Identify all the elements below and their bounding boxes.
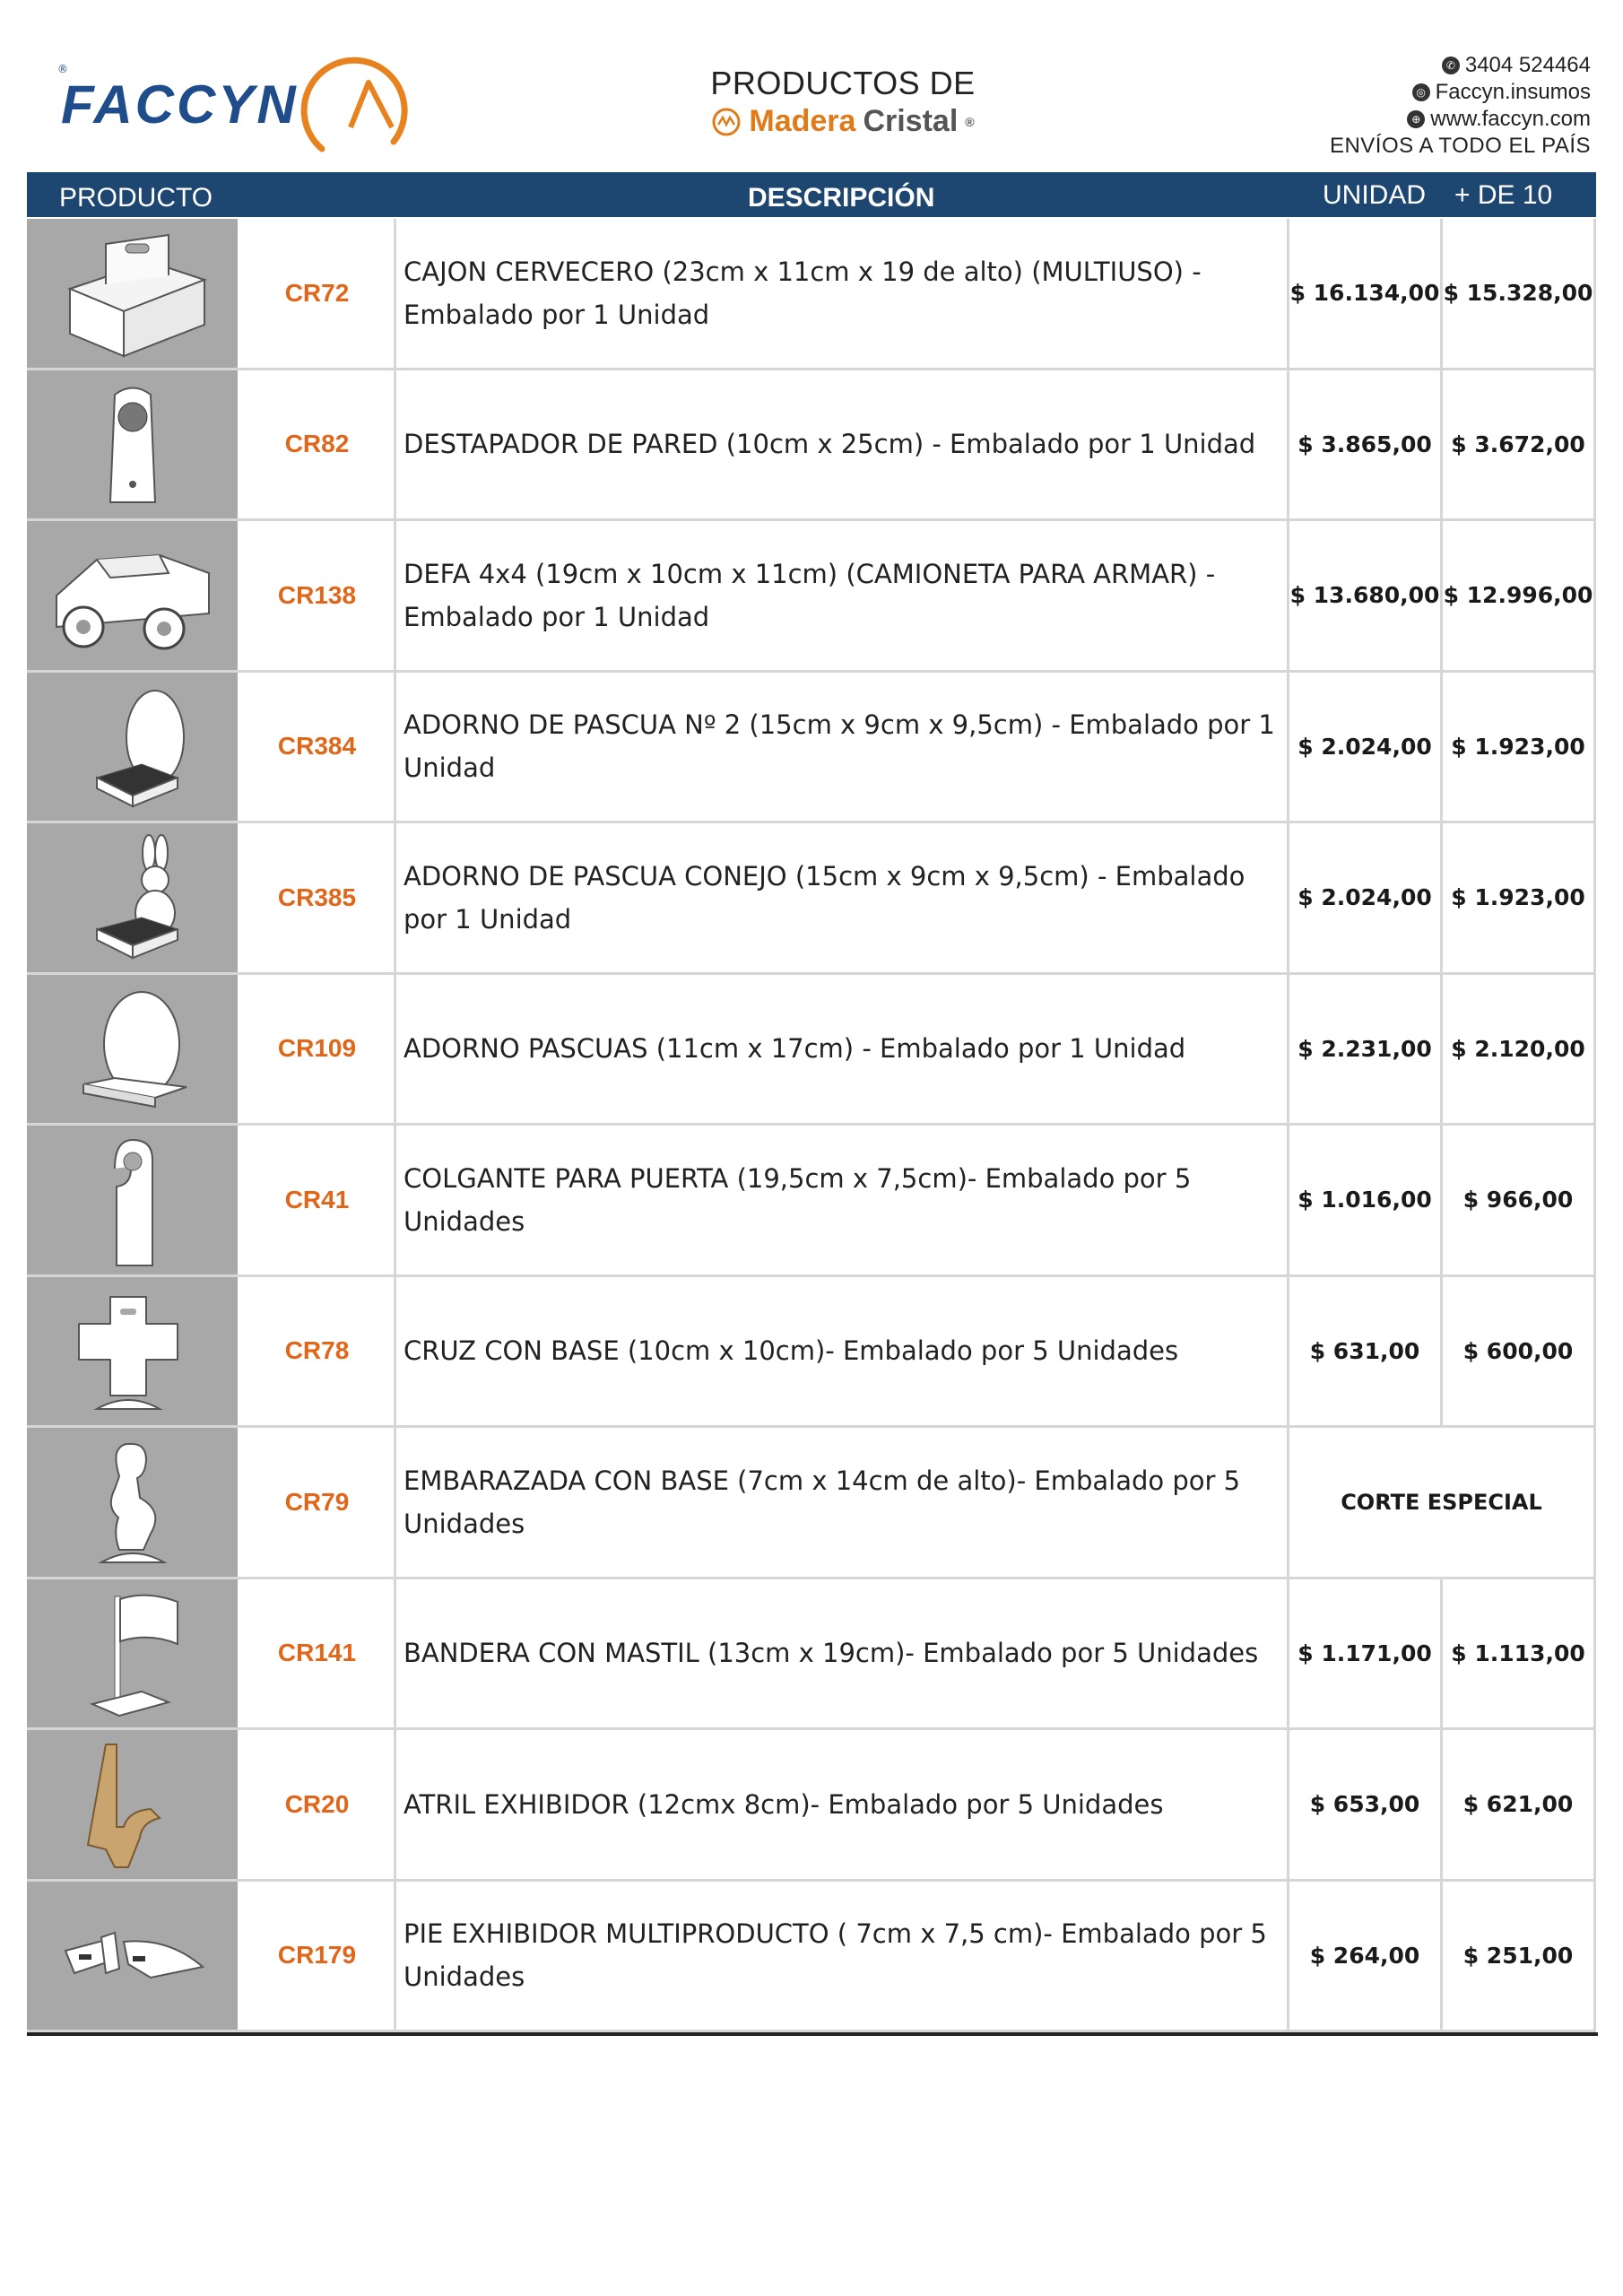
header-unit: UNIDAD	[1323, 180, 1427, 210]
madera-cristal-brand: Madera Cristal ®	[711, 104, 974, 139]
shipping-note: ENVÍOS A TODO EL PAÍS	[1329, 134, 1591, 158]
price-unit: $ 1.171,00	[1289, 1579, 1443, 1728]
contact-phone: 3404 524464	[1464, 53, 1591, 77]
price-unit: $ 653,00	[1289, 1730, 1443, 1879]
display-stand-icon	[43, 1888, 222, 2022]
opener-icon	[43, 377, 222, 511]
product-description: EMBARAZADA CON BASE (7cm x 14cm de alto)- Embalado por 5 Unidades	[396, 1428, 1289, 1577]
table-row	[27, 370, 1596, 522]
product-code: CR41	[240, 1126, 396, 1274]
instagram-icon: ◎	[1412, 83, 1430, 101]
price-plus-ten: $ 600,00	[1443, 1277, 1596, 1426]
crate-icon	[43, 226, 222, 361]
table-row	[27, 1126, 1596, 1277]
table-header	[27, 172, 1596, 217]
product-thumbnail	[27, 219, 240, 368]
product-thumbnail	[27, 823, 240, 972]
table-row	[27, 673, 1596, 824]
header-description: DESCRIPCIÓN	[748, 183, 935, 213]
price-unit: $ 2.024,00	[1289, 823, 1443, 972]
table-bottom-rule	[27, 2032, 1598, 2036]
product-description: PIE EXHIBIDOR MULTIPRODUCTO ( 7cm x 7,5 cm)- Embalado por 5 Unidades	[396, 1882, 1289, 2031]
price-plus-ten: $ 1.923,00	[1443, 823, 1596, 972]
table-row	[27, 975, 1596, 1126]
logo-arc-icon	[286, 52, 419, 160]
product-thumbnail	[27, 1579, 240, 1728]
catalog-title-line1: PRODUCTOS DE	[710, 65, 976, 101]
product-code: CR20	[240, 1730, 396, 1879]
product-code: CR141	[240, 1579, 396, 1728]
product-code: CR384	[240, 673, 396, 822]
product-description: ADORNO DE PASCUA Nº 2 (15cm x 9cm x 9,5cm) - Embalado por 1 Unidad	[396, 673, 1289, 822]
price-unit: $ 2.231,00	[1289, 975, 1443, 1124]
contact-instagram: Faccyn.insumos	[1435, 80, 1591, 104]
contact-block	[1330, 52, 1591, 160]
table-row	[27, 1730, 1596, 1882]
product-code: CR385	[240, 823, 396, 972]
product-code: CR109	[240, 975, 396, 1124]
product-thumbnail	[27, 975, 240, 1124]
table-row	[27, 1579, 1596, 1731]
table-row	[27, 1428, 1596, 1579]
brand-name: FACCYN	[61, 74, 299, 135]
product-table	[27, 219, 1596, 2032]
price-plus-ten: $ 2.120,00	[1443, 975, 1596, 1124]
truck-icon	[43, 528, 222, 663]
product-thumbnail	[27, 1126, 240, 1274]
pregnant-silhouette-icon	[43, 1435, 222, 1570]
price-plus-ten: $ 251,00	[1443, 1882, 1596, 2031]
table-row	[27, 1882, 1596, 2033]
egg-box-icon	[43, 679, 222, 813]
globe-icon: ⊕	[1407, 110, 1425, 128]
price-plus-ten: $ 1.923,00	[1443, 673, 1596, 822]
madera-cristal-icon	[711, 107, 742, 137]
madera-label: Madera	[749, 104, 856, 138]
cristal-label: Cristal	[863, 104, 959, 138]
product-description: ADORNO DE PASCUA CONEJO (15cm x 9cm x 9,5cm) - Embalado por 1 Unidad	[396, 823, 1289, 972]
product-description: DEFA 4x4 (19cm x 10cm x 11cm) (CAMIONETA PARA ARMAR) - Embalado por 1 Unidad	[396, 521, 1289, 670]
product-description: ATRIL EXHIBIDOR (12cmx 8cm)- Embalado por 5 Unidades	[396, 1730, 1289, 1879]
product-description: CAJON CERVECERO (23cm x 11cm x 19 de alto) (MULTIUSO) - Embalado por 1 Unidad	[396, 219, 1289, 368]
table-row	[27, 521, 1596, 673]
price-unit: $ 631,00	[1289, 1277, 1443, 1426]
product-code: CR72	[240, 219, 396, 368]
product-thumbnail	[27, 1882, 240, 2031]
bunny-box-icon	[43, 831, 222, 965]
whatsapp-icon: ✆	[1442, 57, 1460, 74]
product-description: CRUZ CON BASE (10cm x 10cm)- Embalado por 5 Unidades	[396, 1277, 1289, 1426]
product-description: COLGANTE PARA PUERTA (19,5cm x 7,5cm)- Embalado por 5 Unidades	[396, 1126, 1289, 1274]
product-thumbnail	[27, 1277, 240, 1426]
product-description: DESTAPADOR DE PARED (10cm x 25cm) - Embalado por 1 Unidad	[396, 370, 1289, 519]
header-product: PRODUCTO	[59, 183, 213, 213]
price-unit: $ 16.134,00	[1289, 219, 1443, 368]
table-row	[27, 823, 1596, 975]
product-thumbnail	[27, 370, 240, 519]
price-plus-ten: $ 15.328,00	[1443, 219, 1596, 368]
price-unit: $ 1.016,00	[1289, 1126, 1443, 1274]
price-unit: $ 13.680,00	[1289, 521, 1443, 670]
catalog-title	[628, 65, 1058, 141]
header-plus-ten: + DE 10	[1454, 180, 1553, 210]
product-code: CR78	[240, 1277, 396, 1426]
cross-icon	[43, 1283, 222, 1418]
price-plus-ten: $ 3.672,00	[1443, 370, 1596, 519]
product-code: CR79	[240, 1428, 396, 1577]
price-unit: $ 2.024,00	[1289, 673, 1443, 822]
flag-icon	[43, 1586, 222, 1720]
product-thumbnail	[27, 521, 240, 670]
product-thumbnail	[27, 1730, 240, 1879]
product-description: BANDERA CON MASTIL (13cm x 19cm)- Embalado por 5 Unidades	[396, 1579, 1289, 1728]
price-plus-ten: $ 1.113,00	[1443, 1579, 1596, 1728]
price-plus-ten: $ 966,00	[1443, 1126, 1596, 1274]
price-plus-ten: $ 12.996,00	[1443, 521, 1596, 670]
product-code: CR82	[240, 370, 396, 519]
product-code: CR179	[240, 1882, 396, 2031]
product-thumbnail	[27, 1428, 240, 1577]
table-row	[27, 219, 1596, 370]
faccyn-logo: ® FACCYN	[57, 47, 380, 163]
product-code: CR138	[240, 521, 396, 670]
product-description: ADORNO PASCUAS (11cm x 17cm) - Embalado por 1 Unidad	[396, 975, 1289, 1124]
product-thumbnail	[27, 673, 240, 822]
contact-website[interactable]: www.faccyn.com	[1430, 107, 1591, 131]
door-hanger-icon	[43, 1133, 222, 1267]
special-cut-note: CORTE ESPECIAL	[1289, 1428, 1596, 1577]
easel-icon	[43, 1737, 222, 1872]
price-unit: $ 3.865,00	[1289, 370, 1443, 519]
egg-stand-icon	[43, 981, 222, 1116]
price-unit: $ 264,00	[1289, 1882, 1443, 2031]
table-row	[27, 1277, 1596, 1429]
price-plus-ten: $ 621,00	[1443, 1730, 1596, 1879]
